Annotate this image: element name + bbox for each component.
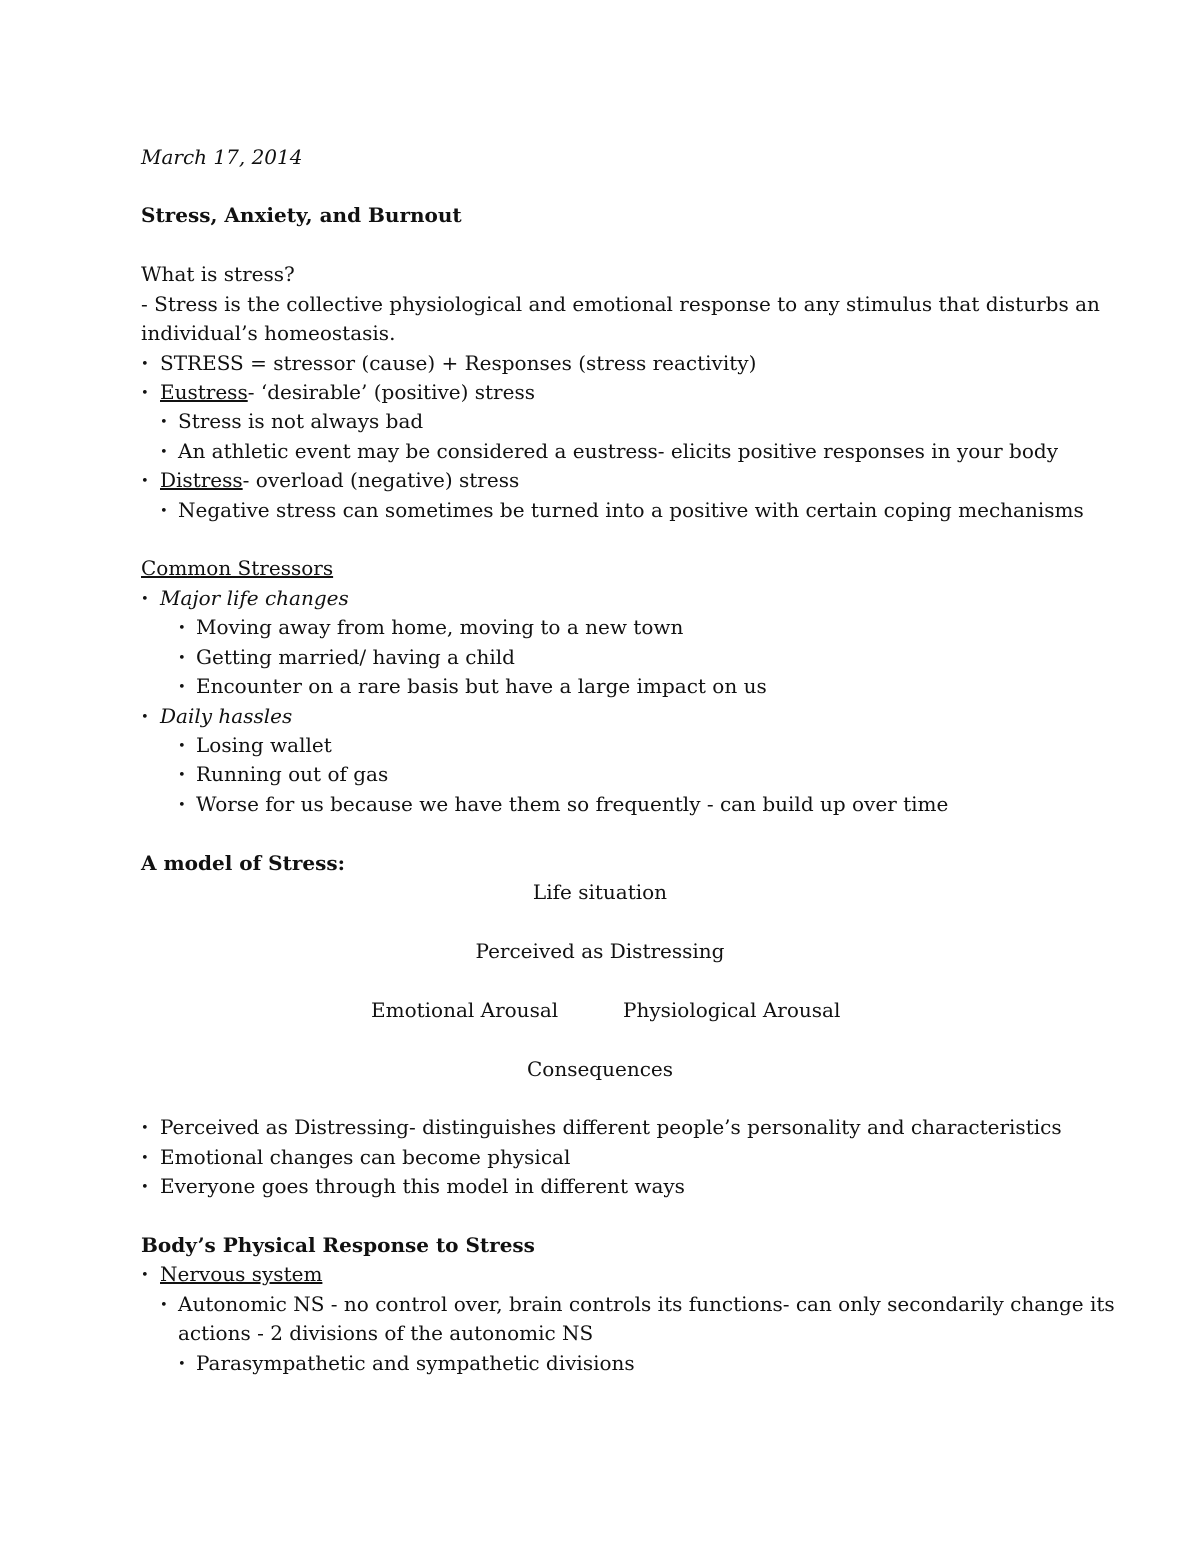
list-item: Stress is not always bad [178,409,424,433]
list-item: Daily hassles [160,704,293,728]
model-step: Emotional Arousal [371,998,559,1022]
list-item: STRESS = stressor (cause) + Responses (stress reactivity) [160,351,757,375]
definition-line: individual’s homeostasis. [141,321,396,345]
bullet-icon: • [160,445,168,460]
list-item: Emotional changes can become physical [160,1145,571,1169]
bullet-icon: • [141,1268,149,1283]
list-item [160,466,519,495]
bullet-icon: • [141,1180,149,1195]
list-item: Parasympathetic and sympathetic divisions [196,1351,635,1375]
model-step: Perceived as Distressing [475,939,725,963]
bullet-icon: • [178,680,186,695]
bullet-icon: • [160,415,168,430]
definition-line: - Stress is the collective physiological and emotional response to any stimulus that disturbs an [141,292,1100,316]
list-item-continuation: actions - 2 divisions of the autonomic NS [178,1321,594,1345]
list-item: Losing wallet [196,733,332,757]
list-item: An athletic event may be considered a eustress- elicits positive responses in your body [178,439,1058,463]
question-text: What is stress? [141,262,295,286]
list-item: Moving away from home, moving to a new town [196,615,684,639]
section-heading: Body’s Physical Response to Stress [141,1233,535,1257]
list-item: Getting married/ having a child [196,645,515,669]
list-item: Running out of gas [196,762,389,786]
section-heading: Common Stressors [141,556,334,580]
list-item: Nervous system [160,1262,323,1286]
term-eustress: Eustress [160,380,248,404]
document-title: Stress, Anxiety, and Burnout [141,203,462,227]
term-distress-definition: - overload (negative) stress [242,468,520,492]
model-step: Life situation [532,880,668,904]
model-step: Consequences [526,1057,674,1081]
list-item: Negative stress can sometimes be turned into a positive with certain coping mechanisms [178,498,1084,522]
document-date: March 17, 2014 [141,145,303,169]
bullet-icon: • [141,710,149,725]
list-item: Autonomic NS - no control over, brain controls its functions- can only secondarily change its [178,1292,1115,1316]
list-item: Perceived as Distressing- distinguishes different people’s personality and characteristics [160,1115,1062,1139]
term-distress: Distress [160,468,243,492]
bullet-icon: • [178,768,186,783]
bullet-icon: • [141,592,149,607]
section-heading: A model of Stress: [141,851,346,875]
bullet-icon: • [141,1121,149,1136]
list-item: Worse for us because we have them so frequently - can build up over time [196,792,949,816]
bullet-icon: • [178,798,186,813]
bullet-icon: • [141,1151,149,1166]
bullet-icon: • [178,651,186,666]
model-step: Physiological Arousal [623,998,841,1022]
bullet-icon: • [141,474,149,489]
list-item: Major life changes [160,586,349,610]
list-item [160,378,535,407]
bullet-icon: • [160,1298,168,1313]
bullet-icon: • [160,504,168,519]
bullet-icon: • [178,1357,186,1372]
list-item: Encounter on a rare basis but have a large impact on us [196,674,767,698]
list-item: Everyone goes through this model in different ways [160,1174,685,1198]
term-eustress-definition: - ‘desirable’ (positive) stress [247,380,535,404]
bullet-icon: • [178,621,186,636]
bullet-icon: • [141,357,149,372]
bullet-icon: • [141,386,149,401]
bullet-icon: • [178,739,186,754]
